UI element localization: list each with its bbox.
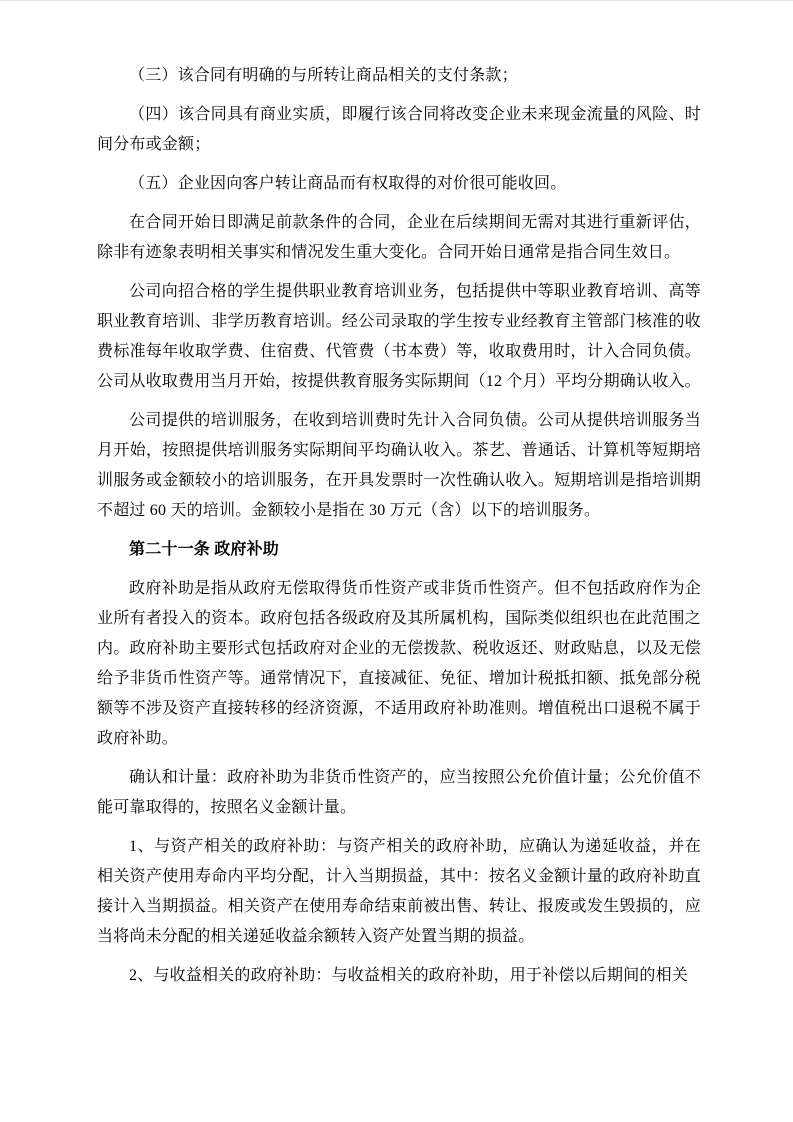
paragraph-income-related-grant: 2、与收益相关的政府补助：与收益相关的政府补助，用于补偿以后期间的相关	[129, 967, 689, 984]
paragraph-contract-start-date: 在合同开始日即满足前款条件的合同，企业在后续期间无需对其进行重新评估，除非有迹象表明相关事实和情况发生重大变化。合同开始日通常是指合同生效日。	[97, 214, 701, 261]
paragraph-education-tuition-revenue: 公司向招合格的学生提供职业教育培训业务，包括提供中等职业教育培训、高等职业教育培训、非学历教育培训。经公司录取的学生按专业经教育主管部门核准的收费标准每年收取学费、住宿费、代管费（书本费）等，收取费用时，计入合同负债。公司从收取费用当月开始，按提供教育服务实际期间（12 个月）平均分期确认收入。	[97, 283, 701, 390]
paragraph-training-service-revenue: 公司提供的培训服务，在收到培训费时先计入合同负债。公司从提供培训服务当月开始，按照提供培训服务实际期间平均确认收入。茶艺、普通话、计算机等短期培训服务或金额较小的培训服务，在开具发票时一次性确认收入。短期培训是指培训期不超过 60 天的培训。金额较小是指在 30 万元（含）以下的培训服务。	[97, 412, 701, 519]
paragraph-clause-3-payment-terms: （三）该合同有明确的与所转让商品相关的支付条款；	[129, 67, 518, 84]
heading-article-21-government-grants: 第二十一条 政府补助	[129, 541, 280, 558]
paragraph-government-grant-definition: 政府补助是指从政府无偿取得货币性资产或非货币性资产。但不包括政府作为企业所有者投入的资本。政府包括各级政府及其所属机构，国际类似组织也在此范围之内。政府补助主要形式包括政府对企业的无偿拨款、税收返还、财政贴息，以及无偿给予非货币性资产等。通常情况下，直接减征、免征、增加计税抵扣额、抵免部分税额等不涉及资产直接转移的经济资源，不适用政府补助准则。增值税出口退税不属于政府补助。	[97, 580, 701, 747]
document-body	[97, 61, 701, 991]
paragraph-clause-4-commercial-substance: （四）该合同具有商业实质，即履行该合同将改变企业未来现金流量的风险、时间分布或金额；	[97, 106, 701, 153]
paragraph-clause-5-consideration-recoverable: （五）企业因向客户转让商品而有权取得的对价很可能收回。	[129, 175, 567, 192]
paragraph-asset-related-grant: 1、与资产相关的政府补助：与资产相关的政府补助，应确认为递延收益，并在相关资产使用寿命内平均分配，计入当期损益，其中：按名义金额计量的政府补助直接计入当期损益。相关资产在使用寿命结束前被出售、转让、报废或发生毁损的，应当将尚未分配的相关递延收益余额转入资产处置当期的损益。	[97, 838, 701, 945]
paragraph-recognition-and-measurement: 确认和计量：政府补助为非货币性资产的，应当按照公允价值计量；公允价值不能可靠取得的，按照名义金额计量。	[97, 769, 701, 816]
